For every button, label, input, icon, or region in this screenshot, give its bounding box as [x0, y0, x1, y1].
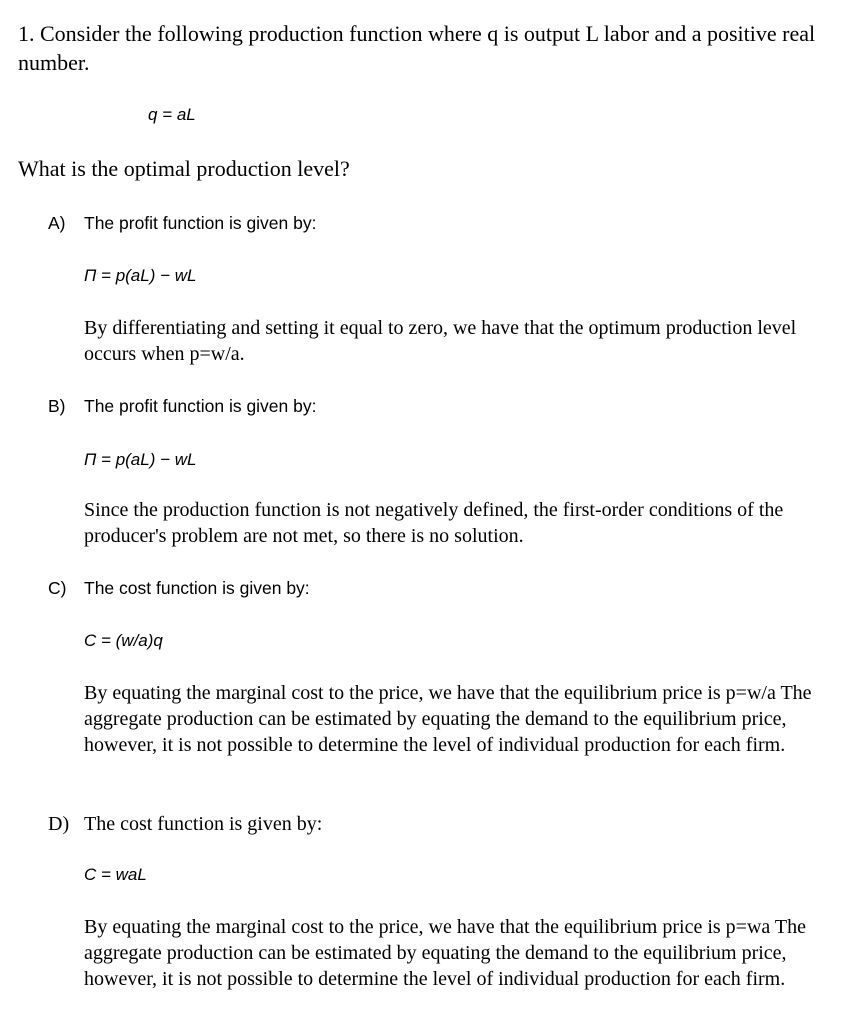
option-d-explanation: By equating the marginal cost to the price, we have that the equilibrium price is p=wa The aggregate production can be estimated by equating the demand to the equilibrium price, however, it is not possible to determine the level of individual production for each firm.	[84, 916, 807, 990]
option-a-letter: A)	[48, 213, 66, 233]
option-b-explanation: Since the production function is not negatively defined, the first-order conditions of the producer's problem are not met, so there is no solution.	[84, 499, 784, 547]
option-c-explanation: By equating the marginal cost to the price, we have that the equilibrium price is p=w/a The aggregate production can be estimated by equating the demand to the equilibrium price, however, it is not possible to determine the level of individual production for each firm.	[84, 682, 812, 756]
question-prompt: What is the optimal production level?	[18, 156, 350, 181]
option-d-intro: The cost function is given by:	[84, 813, 323, 835]
option-a-header	[48, 212, 316, 234]
option-b-header	[48, 395, 316, 417]
option-a-explanation: By differentiating and setting it equal to zero, we have that the optimum production level occurs when p=w/a.	[84, 317, 797, 365]
option-d-header	[48, 811, 322, 837]
option-b-letter: B)	[48, 396, 66, 416]
option-c-intro: The cost function is given by:	[84, 578, 310, 598]
option-c-equation: C = (w/a)q	[84, 631, 163, 650]
option-b-equation: Π = p(aL) − wL	[84, 450, 197, 469]
production-function-equation: q = aL	[148, 105, 196, 124]
option-d-equation: C = waL	[84, 865, 147, 884]
option-a-equation: Π = p(aL) − wL	[84, 266, 197, 285]
option-c-letter: C)	[48, 578, 67, 598]
option-b-intro: The profit function is given by:	[84, 396, 317, 416]
option-c-header	[48, 577, 310, 599]
option-d-letter: D)	[48, 813, 70, 835]
question-text: 1. Consider the following production function where q is output L labor and a positive real number.	[18, 21, 816, 75]
option-a-intro: The profit function is given by:	[84, 213, 317, 233]
